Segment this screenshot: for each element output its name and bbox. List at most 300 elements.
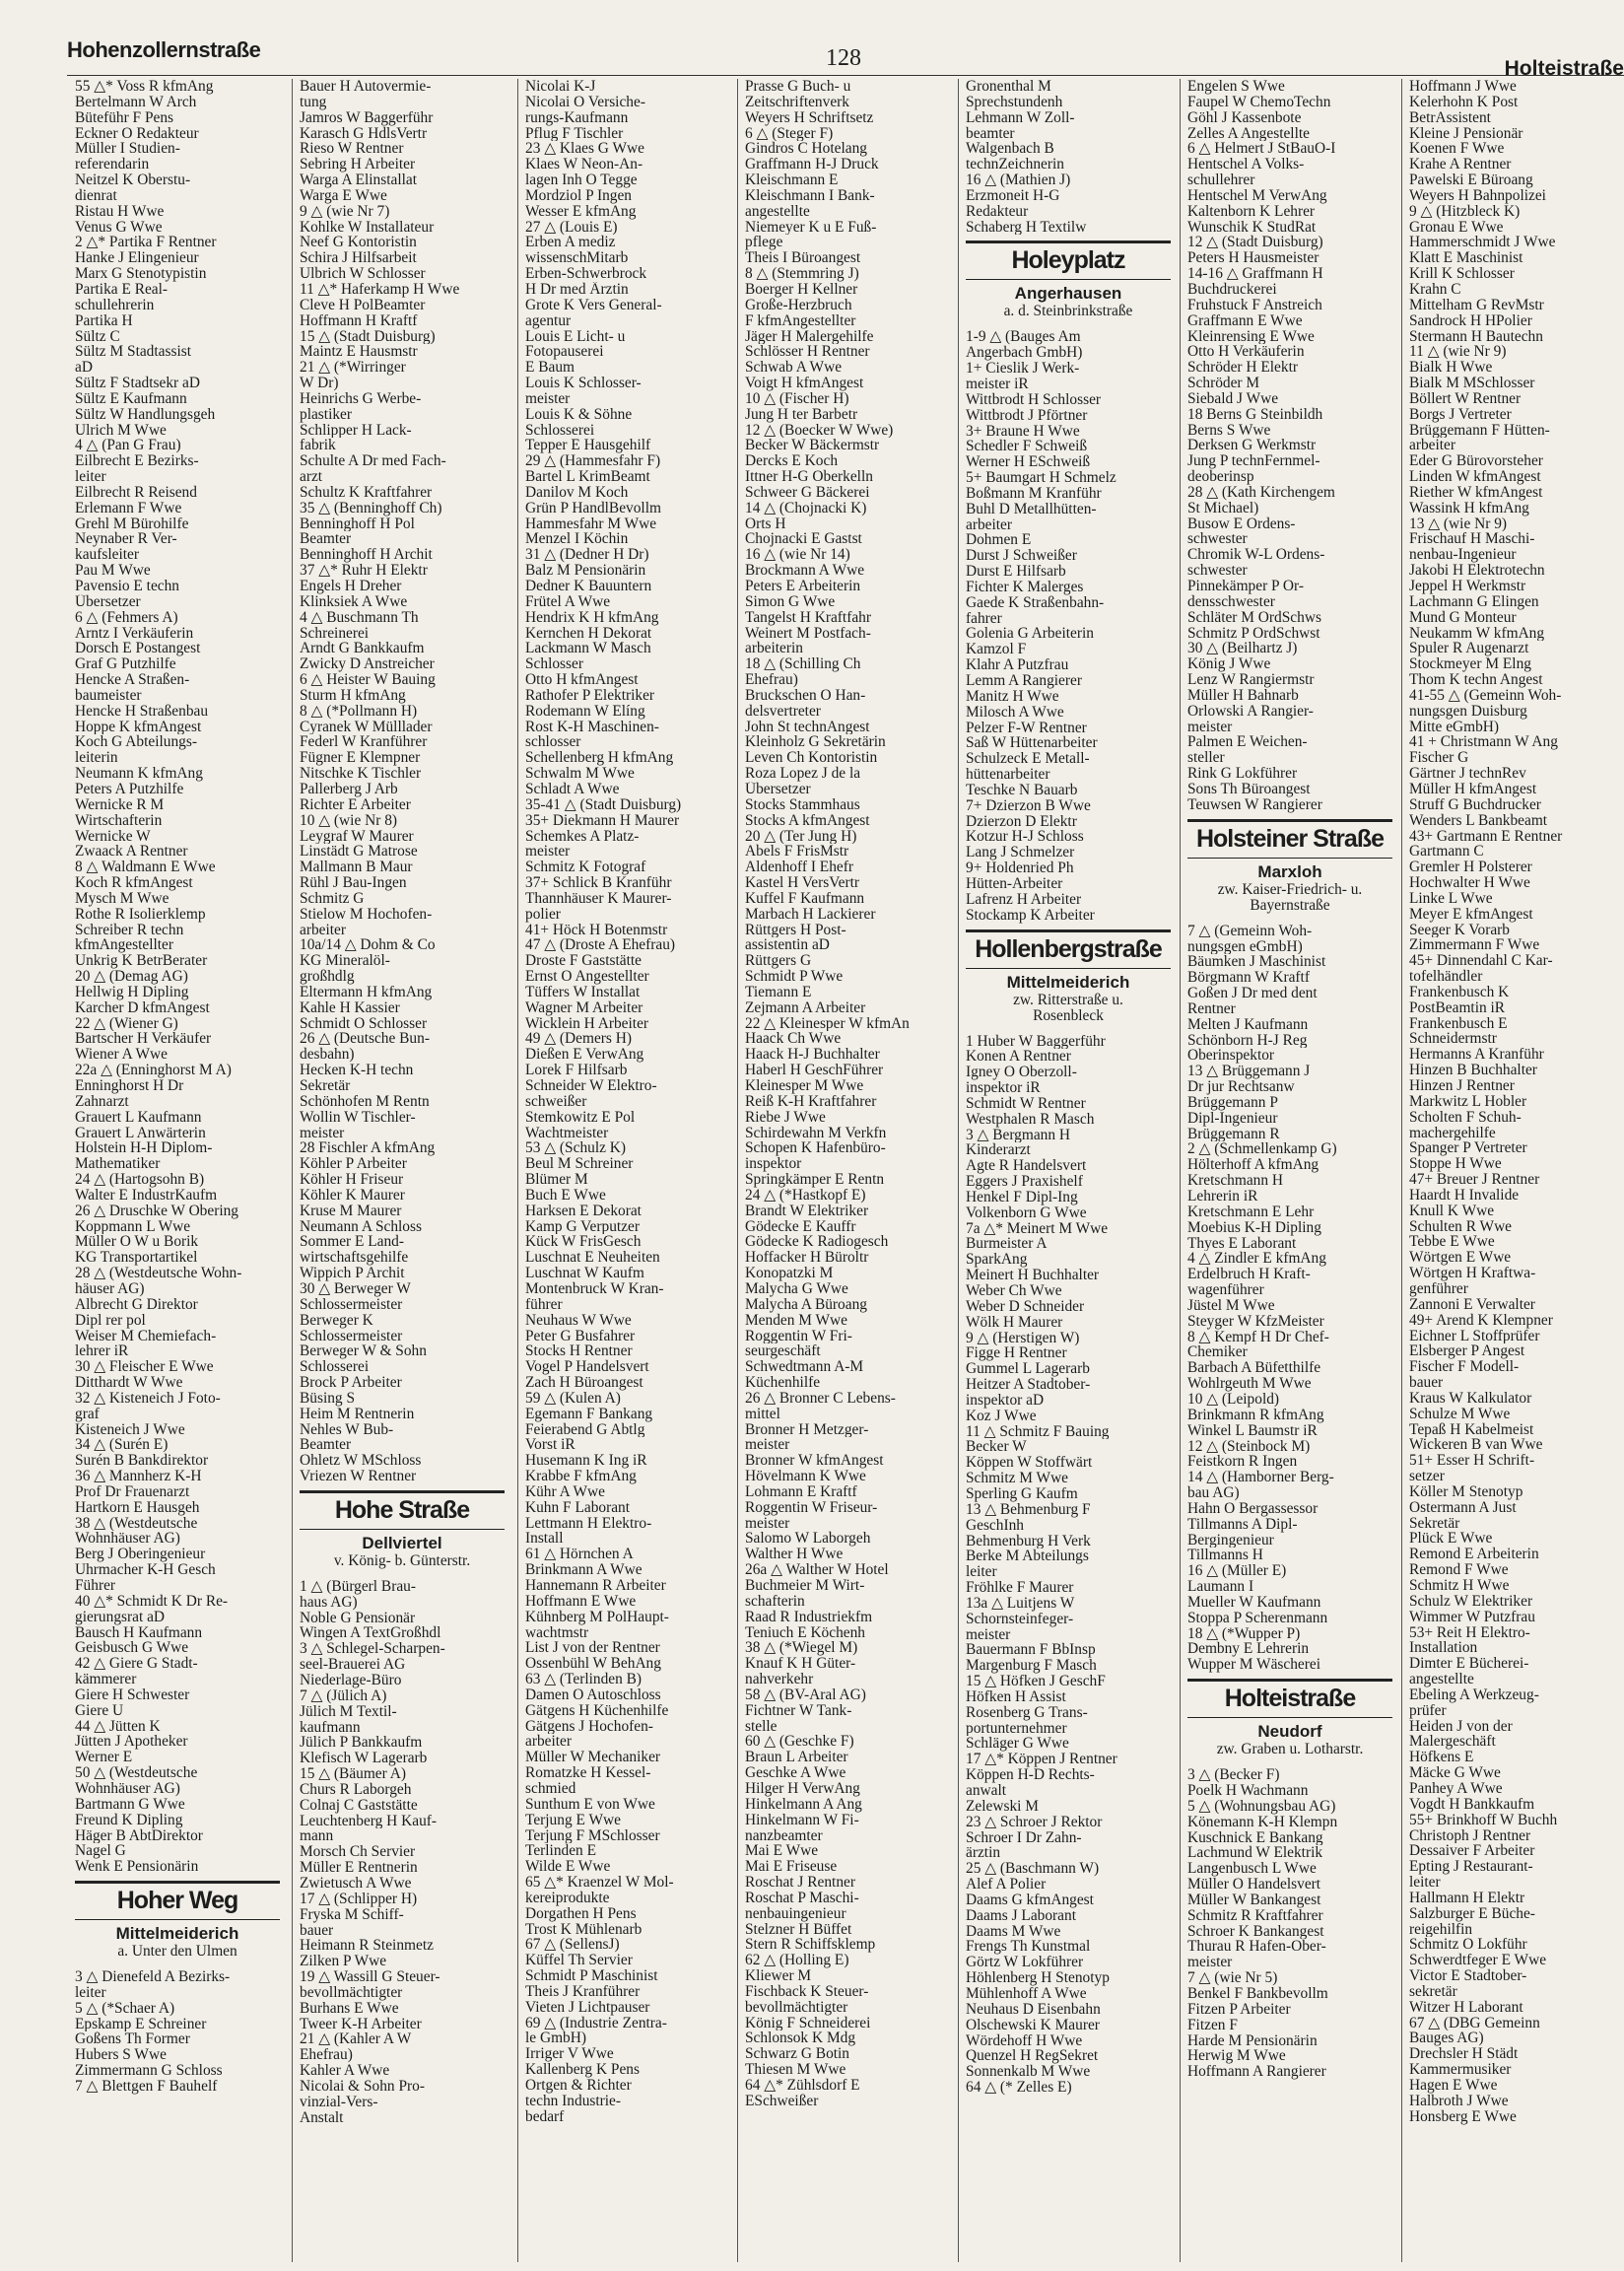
directory-entry: inspektor [745, 1156, 802, 1173]
directory-entry: 26a △ Walther W Hotel [745, 1562, 889, 1578]
directory-entry: Eilbrecht E Bezirks- [75, 453, 199, 470]
directory-entry: Romatzke H Kessel- [525, 1765, 651, 1781]
directory-entry: Gartmann C [1409, 844, 1484, 860]
directory-entry: Westphalen R Masch [966, 1111, 1095, 1128]
directory-entry: Zach H Büroangest [525, 1375, 643, 1391]
directory-entry: Stoppe H Wwe [1409, 1156, 1502, 1173]
directory-entry: Knauf K H Güter- [745, 1656, 856, 1673]
column-divider [958, 79, 959, 2262]
directory-entry: Schultz K Kraftfahrer [300, 484, 433, 501]
directory-entry: 25 △ (Baschmann W) [966, 1861, 1100, 1878]
directory-entry: Vieten J Lichtpauser [525, 1999, 650, 2016]
directory-entry: Teschke N Bauarb [966, 782, 1078, 798]
directory-entry: 37 △* Ruhr H Elektr [300, 563, 428, 579]
directory-entry: Schopen K Hafenbüro- [745, 1140, 886, 1157]
directory-entry: 7 △ (wie Nr 5) [1187, 1970, 1278, 1986]
directory-entry: Roza Lopez J de la [745, 766, 861, 782]
directory-entry: Lorek F Hilfsarb [525, 1063, 628, 1078]
directory-entry: Zejmann A Arbeiter [745, 999, 866, 1016]
directory-entry: 4 △ Zindler E kfmAng [1187, 1251, 1326, 1268]
directory-entry: Bartscher H Verkäufer [75, 1031, 212, 1048]
directory-entry: Rink G Lokführer [1187, 766, 1298, 782]
directory-entry: arbeiterin [745, 641, 803, 657]
directory-entry: reigehilfin [1409, 1921, 1473, 1938]
street-extent: zw. Kaiser-Friedrich- u. Bayernstraße [1217, 880, 1363, 914]
directory-entry: Balz M Pensionärin [525, 563, 646, 579]
directory-entry: Weber Ch Wwe [966, 1283, 1062, 1299]
directory-entry: aD [75, 360, 93, 377]
directory-entry: Schmidt O Schlosser [300, 1015, 428, 1032]
directory-entry: Spanger P Vertreter [1409, 1140, 1527, 1157]
directory-entry: Schläger G Wwe [966, 1736, 1069, 1753]
directory-entry: Heim M Rentnerin [300, 1406, 415, 1422]
directory-entry: Sperling G Kaufm [966, 1485, 1078, 1502]
directory-entry: Ditthardt W Wwe [75, 1375, 183, 1391]
directory-entry: prüfer [1409, 1702, 1447, 1719]
directory-entry: Mordziol P Ingen [525, 187, 633, 204]
directory-entry: arbeiter [300, 922, 346, 938]
directory-entry: schullehrerin [75, 297, 155, 313]
directory-entry: Jütten J Apotheker [75, 1734, 188, 1751]
directory-entry: Prasse G Buch- u [745, 79, 851, 95]
street-heading: Hoher Weg [75, 1881, 280, 1920]
directory-entry: Schmitz P OrdSchwst [1187, 625, 1320, 642]
directory-entry: König J Wwe [1187, 656, 1271, 673]
directory-entry: Wimmer W Putzfrau [1409, 1609, 1535, 1625]
directory-entry: Schmidt P Maschinist [525, 1968, 658, 1984]
directory-entry: Haack H-J Buchhalter [745, 1047, 880, 1064]
directory-entry: nungsgen eGmbH) [1187, 938, 1303, 955]
directory-entry: Wördehoff H Wwe [966, 2032, 1083, 2049]
directory-entry: inspektor iR [966, 1080, 1041, 1096]
directory-entry: Hanke J Elingenieur [75, 250, 199, 267]
directory-entry: Ehefrau) [300, 2047, 353, 2064]
directory-entry: Schlosserei [525, 422, 595, 439]
directory-entry: Wirtschafterin [75, 812, 163, 829]
directory-entry: Unkrig K BetrBerater [75, 953, 208, 970]
directory-entry: 59 △ (Kulen A) [525, 1390, 621, 1407]
directory-entry: Nicolai & Sohn Pro- [300, 2078, 425, 2095]
directory-entry: Wiener A Wwe [75, 1047, 168, 1064]
directory-entry: seurgeschäft [745, 1343, 821, 1360]
directory-entry: Ostermann A Just [1409, 1499, 1517, 1516]
directory-entry: Kuschnick E Bankang [1187, 1829, 1323, 1846]
directory-entry: assistentin aD [745, 937, 830, 954]
directory-entry: Anstalt [300, 2109, 344, 2126]
directory-entry: Harde M Pensionärin [1187, 2032, 1318, 2049]
directory-entry: 16 △ (Müller E) [1187, 1563, 1287, 1580]
directory-entry: Fischer G [1409, 750, 1469, 767]
directory-entry: 21 △ (Kahler A W [300, 2031, 412, 2048]
directory-entry: Rentner [1187, 1000, 1236, 1017]
directory-entry: Nicolai O Versiche- [525, 94, 645, 110]
directory-entry: Zilken P Wwe [300, 1954, 387, 1970]
directory-entry: kaufsleiter [75, 547, 139, 564]
directory-entry: E Baum [525, 360, 575, 377]
directory-entry: Churs R Laborgeh [300, 1781, 412, 1798]
directory-entry: 24 △ (Hartogsohn B) [75, 1172, 205, 1188]
directory-entry: portunternehmer [966, 1720, 1067, 1737]
directory-entry: 2 △* Partika F Rentner [75, 235, 217, 251]
directory-entry: Sturm H kfmAng [300, 687, 406, 704]
directory-entry: 14 △ (Chojnacki K) [745, 500, 867, 516]
directory-entry: Konen A Rentner [966, 1049, 1071, 1066]
directory-entry: Schläter M OrdSchws [1187, 609, 1321, 626]
directory-entry: Victor E Stadtober- [1409, 1968, 1527, 1984]
directory-entry: Sültz M Stadtassist [75, 344, 192, 361]
column-4 [745, 79, 950, 2267]
directory-entry: Müller W Bankangest [1187, 1892, 1321, 1908]
directory-entry: Palmen E Weichen- [1187, 734, 1308, 751]
directory-entry: nenbauingenieur [745, 1905, 846, 1922]
directory-entry: Husemann K Ing iR [525, 1453, 647, 1470]
directory-entry: 44 △ Jütten K [75, 1718, 161, 1735]
street-extent: zw. Ritterstraße u. Rosenbleck [1013, 991, 1123, 1024]
directory-entry: Weyers H Bahnpolizei [1409, 187, 1546, 204]
directory-entry: nenbau-Ingenieur [1409, 547, 1517, 564]
directory-entry: Stelzner H Büffet [745, 1921, 852, 1938]
directory-entry: Blümer M [525, 1172, 588, 1188]
directory-entry: 55 △* Voss R kfmAng [75, 79, 214, 95]
directory-entry: 32 △ Kisteneich J Foto- [75, 1390, 221, 1407]
directory-entry: Oberinspektor [1187, 1048, 1275, 1065]
directory-entry: Buch E Wwe [525, 1187, 606, 1204]
directory-entry: 1-9 △ (Bauges Am [966, 329, 1081, 346]
directory-entry: Montenbruck W Kran- [525, 1280, 664, 1297]
directory-entry: Salzburger E Büche- [1409, 1905, 1535, 1922]
directory-entry: 61 △ Hörnchen A [525, 1547, 634, 1563]
directory-entry: Menden M Wwe [745, 1312, 848, 1329]
directory-entry: Brock P Arbeiter [300, 1375, 402, 1391]
directory-entry: Köller M Stenotyp [1409, 1483, 1523, 1500]
directory-entry: Chromik W-L Ordens- [1187, 547, 1325, 564]
directory-entry: Benninghoff H Pol [300, 516, 415, 532]
directory-entry: Eltermann H kfmAng [300, 984, 433, 1000]
directory-entry: Schlipper H Lack- [300, 422, 412, 439]
directory-entry: Wickeren B van Wwe [1409, 1437, 1543, 1454]
directory-entry: mittel [745, 1406, 780, 1422]
directory-entry: Rodemann W Elíng [525, 703, 645, 720]
directory-entry: Thannhäuser K Maurer- [525, 890, 672, 907]
directory-entry: Hinzen J Rentner [1409, 1078, 1515, 1094]
directory-entry: Epting J Restaurant- [1409, 1859, 1533, 1876]
directory-entry: 6 △ (Steger F) [745, 125, 834, 142]
directory-entry: Jäger H Malergehilfe [745, 328, 874, 345]
directory-entry: List J von der Rentner [525, 1640, 660, 1657]
directory-entry: Wohnhäuser AG) [75, 1531, 180, 1548]
directory-entry: densschwester [1187, 593, 1275, 610]
directory-entry: Wohlrgeuth M Wwe [1187, 1376, 1312, 1392]
directory-entry: Fryska M Schiff- [300, 1906, 404, 1923]
directory-entry: Klahr A Putzfrau [966, 657, 1069, 673]
directory-entry: Kliewer M [745, 1968, 812, 1984]
directory-entry: Kleinrensing E Wwe [1187, 328, 1315, 345]
directory-entry: Droste F Gaststätte [525, 953, 642, 970]
directory-entry: Tebbe E Wwe [1409, 1234, 1495, 1251]
directory-entry: Mittelham G RevMstr [1409, 297, 1544, 313]
directory-entry: Schlossermeister [300, 1328, 403, 1344]
directory-entry: Konopatzki M [745, 1266, 834, 1281]
directory-entry: Klaes W Neon-An- [525, 157, 643, 173]
directory-entry: Gätgens J Hochofen- [525, 1718, 653, 1735]
directory-entry: Wunschik K StudRat [1187, 219, 1317, 236]
directory-entry: 49 △ (Demers H) [525, 1031, 632, 1048]
directory-entry: 16 △ (wie Nr 14) [745, 547, 850, 564]
directory-entry: Weyers H Schriftsetz [745, 109, 874, 126]
directory-entry: Eder G Bürovorsteher [1409, 453, 1543, 470]
directory-entry: Surén B Bankdirektor [75, 1453, 209, 1470]
directory-entry: Knull K Wwe [1409, 1203, 1495, 1219]
directory-entry: 6 △ (Fehmers A) [75, 609, 178, 626]
directory-entry: Eckner O Redakteur [75, 125, 199, 142]
directory-entry: Küchenhilfe [745, 1375, 821, 1391]
directory-entry: Terjung F MSchlosser [525, 1827, 660, 1844]
directory-entry: angestellte [1409, 1672, 1474, 1687]
directory-entry: Lackmann W Masch [525, 641, 651, 657]
directory-entry: Lehmann W Zoll- [966, 109, 1075, 126]
directory-entry: Busow E Ordens- [1187, 516, 1296, 532]
directory-entry: Beamter [300, 1437, 352, 1454]
directory-entry: Heinrichs G Werbe- [300, 390, 422, 407]
directory-entry: fabrik [300, 438, 336, 454]
directory-entry: Tillmanns H [1187, 1548, 1263, 1564]
directory-entry: Wingen A TextGroßhdl [300, 1625, 441, 1642]
directory-entry: haus AG) [300, 1594, 358, 1611]
directory-entry: Mund G Monteur [1409, 609, 1517, 626]
directory-entry: Hochwalter H Wwe [1409, 875, 1530, 891]
directory-entry: Wernicke W [75, 828, 151, 845]
directory-entry: Graffmann H-J Druck [745, 157, 879, 173]
directory-entry: 53+ Reit H Elektro- [1409, 1624, 1530, 1641]
directory-entry: Prof Dr Frauenarzt [75, 1483, 190, 1500]
directory-entry: pflege [745, 235, 783, 251]
page-number: 128 [826, 45, 861, 71]
directory-entry: 15 △ (Stadt Duisburg) [300, 328, 436, 345]
column-2 [300, 79, 505, 2267]
directory-entry: Malycha G Wwe [745, 1280, 848, 1297]
directory-entry: F kfmAngestellter [745, 312, 856, 329]
directory-entry: Nehles W Bub- [300, 1421, 394, 1438]
directory-entry: Benkel F Bankbevollm [1187, 1985, 1328, 2002]
directory-entry: Maintz E Hausmstr [300, 344, 418, 361]
directory-entry: Gronenthal M [966, 79, 1051, 95]
directory-entry: Koz J Wwe [966, 1408, 1037, 1424]
directory-entry: Müller H kfmAngest [1409, 781, 1537, 797]
directory-entry: Bartel L KrimBeamt [525, 469, 650, 485]
directory-entry: 41 + Christmann W Ang [1409, 734, 1558, 751]
directory-entry: Meyer E kfmAngest [1409, 906, 1533, 923]
directory-entry: Borgs J Vertreter [1409, 406, 1512, 423]
directory-entry: Volkenborn G Wwe [966, 1204, 1087, 1221]
directory-entry: Orlowski A Rangier- [1187, 703, 1314, 720]
directory-entry: Grehl M Bürohilfe [75, 516, 189, 532]
directory-entry: Hinkelmann W Fi- [745, 1812, 859, 1828]
directory-entry: Neuhaus W Wwe [525, 1312, 632, 1329]
directory-entry: 12 △ (Boecker W Wwe) [745, 422, 894, 439]
directory-entry: Honsberg E Wwe [1409, 2108, 1517, 2125]
directory-entry: Schmidt W Rentner [966, 1095, 1086, 1112]
directory-entry: Gronau E Wwe [1409, 219, 1504, 236]
directory-entry: deoberinsp [1187, 469, 1254, 485]
directory-entry: bauer [1409, 1375, 1444, 1391]
directory-entry: Wicklein H Arbeiter [525, 1015, 649, 1032]
directory-entry: 13 △ Behmenburg F [966, 1501, 1091, 1518]
directory-entry: Fichter K Malerges [966, 579, 1084, 595]
directory-entry: Klefisch W Lagerarb [300, 1751, 428, 1767]
directory-entry: Gärtner J technRev [1409, 766, 1526, 782]
directory-entry: Giere U [75, 1702, 124, 1719]
directory-entry: Kretschmann H [1187, 1173, 1284, 1189]
directory-entry: Grauert L Kaufmann [75, 1109, 202, 1126]
directory-entry: Arntz I Verkäuferin [75, 625, 194, 642]
directory-entry: Braun L Arbeiter [745, 1750, 848, 1766]
directory-entry: Kleischmann E [745, 172, 839, 188]
directory-entry: 8 △ (Stemmring J) [745, 266, 859, 282]
directory-entry: Schmidt P Wwe [745, 969, 844, 985]
directory-entry: Ehefrau) [745, 672, 798, 688]
directory-entry: Wernicke R M [75, 796, 165, 813]
street-heading: Hollenbergstraße [966, 929, 1171, 969]
directory-entry: Vogdt H Bankkaufm [1409, 1796, 1535, 1813]
directory-entry: Warga A Elinstallat [300, 172, 418, 188]
directory-entry: Kelerhohn K Post [1409, 94, 1519, 110]
directory-entry: Poelk H Wachmann [1187, 1783, 1309, 1799]
directory-entry: Albrecht G Direktor [75, 1296, 198, 1313]
directory-entry: Schröder M [1187, 376, 1260, 391]
directory-entry: bedarf [525, 2108, 565, 2125]
directory-entry: Brinkmann R kfmAng [1187, 1407, 1324, 1423]
directory-entry: Berweger W & Sohn [300, 1343, 427, 1360]
directory-entry: Boßmann M Kranführ [966, 485, 1102, 502]
directory-entry: Beamter [300, 531, 352, 548]
directory-entry: Dimter E Bücherei- [1409, 1656, 1529, 1673]
directory-entry: Aldenhoff I Ehefr [745, 860, 853, 876]
directory-entry: 49+ Arend K Klempner [1409, 1312, 1553, 1329]
directory-entry: Halbroth J Wwe [1409, 2093, 1509, 2109]
directory-entry: Fruhstuck F Anstreich [1187, 297, 1322, 313]
directory-entry: Engels H Dreher [300, 579, 402, 594]
directory-entry: 14 △ (Hamborner Berg- [1187, 1470, 1334, 1486]
directory-entry: Erlemann F Wwe [75, 500, 182, 516]
directory-entry: Neuhaus D Eisenbahn [966, 2001, 1101, 2018]
directory-entry: graf [75, 1406, 100, 1422]
directory-entry: leiter [1409, 1875, 1441, 1891]
street-extent: zw. Graben u. Lotharstr. [1216, 1741, 1364, 1758]
directory-entry: Frengs Th Kunstmal [966, 1939, 1091, 1956]
directory-entry: 23 △ Klaes G Wwe [525, 141, 644, 158]
directory-entry: Ossenbühl W BehAng [525, 1656, 661, 1673]
directory-entry: Gaede K Straßenbahn- [966, 594, 1105, 611]
directory-entry: Vogel P Handelsvert [525, 1359, 649, 1376]
directory-entry: Wollin W Tischler- [300, 1109, 416, 1126]
directory-entry: Rühl J Bau-Ingen [300, 875, 407, 891]
directory-entry: Linke L Wwe [1409, 890, 1493, 907]
directory-entry: Wittbrodt J Pförtner [966, 407, 1088, 424]
directory-entry: Häger B AbtDirektor [75, 1827, 203, 1844]
directory-entry: Dessaiver F Arbeiter [1409, 1843, 1535, 1860]
directory-entry: Lohmann E Kraftf [745, 1483, 857, 1500]
directory-entry: hüttenarbeiter [966, 767, 1050, 783]
directory-entry: Eggers J Praxishelf [966, 1174, 1083, 1190]
directory-entry: schafterin [745, 1593, 805, 1610]
directory-entry: Sunthum E von Wwe [525, 1796, 655, 1813]
directory-entry: Müller W Mechaniker [525, 1750, 661, 1766]
directory-entry: Stermann H Bautechn [1409, 328, 1543, 345]
directory-entry: Jamros W Baggerführ [300, 109, 434, 126]
directory-entry: Bausch H Kaufmann [75, 1624, 203, 1641]
directory-entry: Gindros C Hotelang [745, 141, 867, 158]
directory-entry: Hencke A Straßen- [75, 672, 190, 688]
directory-entry: Frankenbusch K [1409, 984, 1510, 1000]
column-5 [966, 79, 1171, 2267]
directory-entry: Bronner W kfmAngest [745, 1453, 884, 1470]
directory-entry: Brüggemann R [1187, 1126, 1280, 1142]
directory-entry: Dorsch E Postangest [75, 641, 201, 657]
directory-entry: Leuchtenberg H Kauf- [300, 1813, 438, 1829]
directory-entry: 30 △ Berweger W [300, 1280, 411, 1297]
directory-entry: Bartmann G Wwe [75, 1796, 185, 1813]
directory-entry: Hentschel M VerwAng [1187, 187, 1327, 204]
directory-entry: kaufmann [300, 1719, 361, 1736]
directory-entry: 8 △ Kempf H Dr Chef- [1187, 1329, 1329, 1345]
directory-entry: Malycha A Büroang [745, 1296, 867, 1313]
directory-entry: Schwedtmann A-M [745, 1359, 864, 1376]
directory-entry: Ohletz W MSchloss [300, 1453, 422, 1470]
directory-entry: Witzer H Laborant [1409, 1999, 1523, 2016]
directory-entry: Enninghorst H Dr [75, 1078, 184, 1094]
directory-entry: 2 △ (Schmellenkamp G) [1187, 1141, 1337, 1158]
directory-entry: Goßens Th Former [75, 2031, 190, 2048]
directory-entry: Lehrerin iR [1187, 1189, 1258, 1204]
directory-entry: Schladt A Wwe [525, 781, 620, 797]
directory-entry: 7 △ (Jülich A) [300, 1687, 387, 1704]
district-name: Neudorf [1257, 1722, 1322, 1742]
directory-entry: Kastel H VersVertr [745, 875, 859, 891]
directory-entry: Kleinholz G Sekretärin [745, 734, 886, 751]
directory-entry: fahrer [966, 610, 1002, 627]
directory-entry: 10 △ (Fischer H) [745, 390, 849, 407]
directory-entry: Dembny E Lehrerin [1187, 1641, 1310, 1658]
directory-entry: Brandt W Elektriker [745, 1203, 869, 1219]
directory-entry: Wilde E Wwe [525, 1859, 611, 1876]
directory-entry: Colnaj C Gaststätte [300, 1797, 418, 1814]
directory-entry: Stocks A kfmAngest [745, 812, 870, 829]
directory-entry: lagen Inh O Tegge [525, 172, 638, 188]
directory-entry: Höfken H Assist [966, 1688, 1066, 1705]
directory-entry: schweißer [525, 1093, 587, 1110]
directory-entry: Schellenberg H kfmAng [525, 750, 674, 767]
directory-entry: Rost K-H Maschinen- [525, 719, 659, 735]
directory-entry: Redakteur [966, 203, 1029, 220]
directory-entry: 64 △* Zühlsdorf E [745, 2078, 860, 2094]
directory-entry: Springkämper E Rentn [745, 1172, 885, 1188]
directory-entry: 3+ Braune H Wwe [966, 423, 1080, 440]
directory-entry: Bergingenieur [1187, 1532, 1274, 1548]
directory-entry: Linden W kfmAngest [1409, 469, 1541, 485]
directory-entry: Börgmann W Kraftf [1187, 970, 1310, 987]
column-divider [1401, 79, 1402, 2262]
directory-entry: Schmitz K Fotograf [525, 860, 646, 876]
directory-entry: Stockmeyer M Elng [1409, 656, 1531, 673]
directory-entry: seel-Brauerei AG [300, 1657, 406, 1673]
directory-entry: Peters E Arbeiterin [745, 579, 861, 594]
directory-entry: Roschat J Rentner [745, 1875, 855, 1891]
directory-entry: Ortgen & Richter [525, 2078, 632, 2094]
directory-entry: tofelhändler [1409, 969, 1483, 985]
directory-entry: Hinzen B Buchhalter [1409, 1063, 1537, 1078]
directory-entry: Kamp G Verputzer [525, 1218, 640, 1235]
directory-entry: Brockmann A Wwe [745, 563, 865, 579]
